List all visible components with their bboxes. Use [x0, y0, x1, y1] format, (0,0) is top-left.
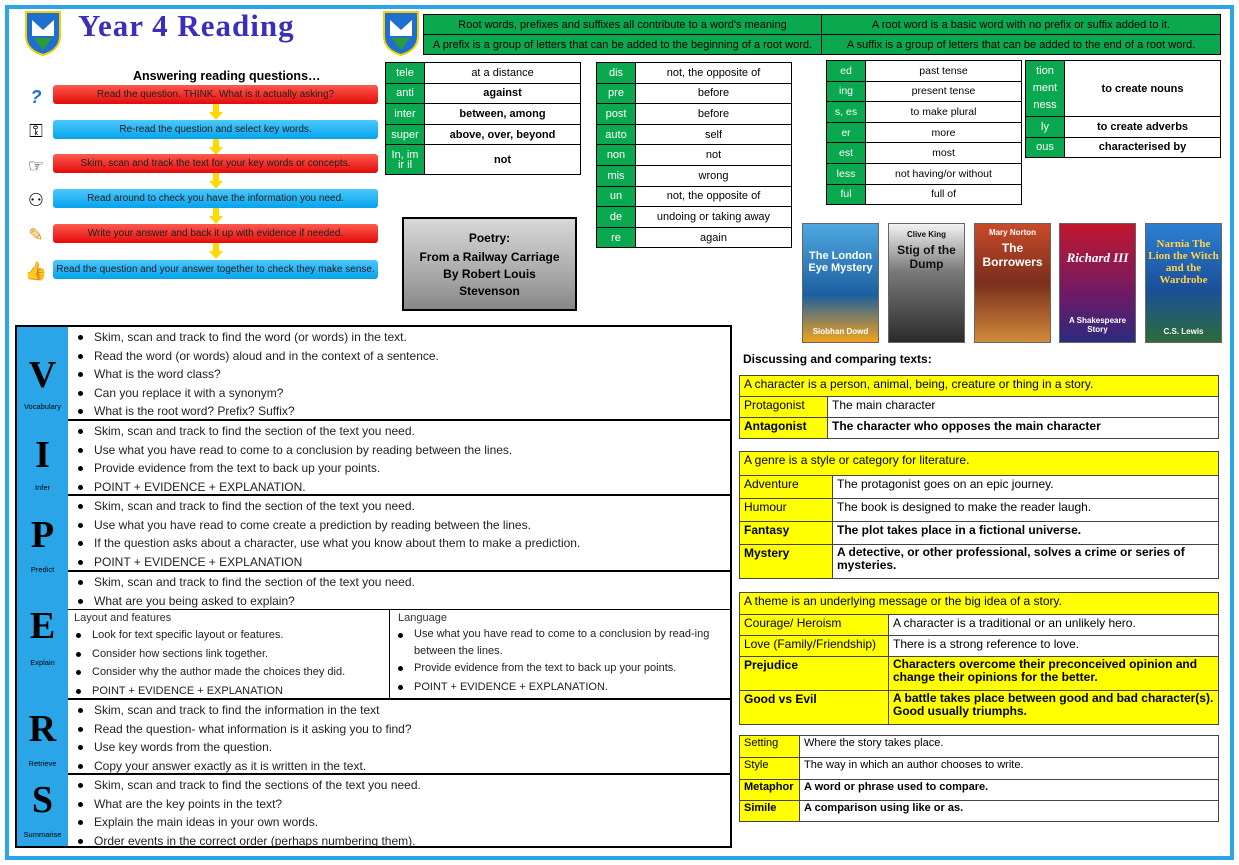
step-box: Write your answer and back it up with evidence if needed.	[53, 224, 378, 243]
vipers-section-vocabulary	[68, 327, 732, 421]
meaning-cell: The book is designed to make the reader laugh.	[833, 499, 1219, 522]
table-row	[386, 124, 581, 145]
vipers-word: Predict	[30, 565, 55, 574]
meaning-cell: not	[425, 145, 581, 175]
table-row	[827, 163, 1022, 184]
table-row	[740, 691, 1219, 725]
list-item: Consider why the author made the choices they did.	[74, 663, 389, 682]
term-cell: Metaphor	[740, 780, 800, 801]
table-row	[827, 122, 1022, 143]
layout-heading: Layout and features	[74, 612, 172, 624]
book-author: Clive King	[906, 230, 947, 239]
meaning-cell: Characters overcome their preconceived opinion and change their opinions for the better.	[889, 657, 1219, 691]
book-author: C.S. Lewis	[1163, 327, 1204, 336]
vipers-letter-v: V	[28, 354, 57, 396]
suffix-ness: ness	[1033, 99, 1057, 111]
meaning-cell: not, the opposite of	[636, 186, 792, 207]
term-cell: Protagonist	[740, 397, 828, 418]
list-item: Use what you have read to come to a conclusion by read-ing between the lines.	[396, 626, 716, 659]
step-box: Re-read the question and select key words.	[53, 120, 378, 139]
book-title: Stig of the Dump	[897, 243, 956, 271]
table-row	[827, 102, 1022, 123]
genre-table	[739, 451, 1219, 579]
meaning-cell: before	[636, 83, 792, 104]
table-row	[597, 186, 792, 207]
list-item: POINT + EVIDENCE + EXPLANATION	[76, 553, 732, 572]
list-item: Skim, scan and track to find the section of the text you need.	[76, 422, 732, 441]
question-mark-icon: ?	[30, 87, 42, 107]
list-item: Skim, scan and track to find the information in the text	[76, 701, 732, 720]
step-box: Read the question. THINK. What is it actually asking?	[53, 85, 378, 104]
table-row	[740, 418, 1219, 439]
meaning-cell: between, among	[425, 104, 581, 125]
table-row	[740, 736, 1219, 758]
prefix-cell: tele	[386, 63, 425, 84]
table-row	[740, 593, 1219, 615]
layout-features-box	[68, 609, 390, 698]
table-row	[597, 145, 792, 166]
list-item: POINT + EVIDENCE + EXPLANATION.	[396, 678, 732, 697]
vipers-letter-s: S	[31, 779, 54, 821]
meaning-cell: more	[866, 122, 1022, 143]
poetry-box	[402, 217, 577, 311]
suffix-cell: er	[827, 122, 866, 143]
step-box: Skim, scan and track the text for your key words or concepts.	[53, 154, 378, 173]
meaning-cell: Where the story takes place.	[800, 736, 1219, 758]
meaning-cell: again	[636, 227, 792, 248]
table-row	[597, 104, 792, 125]
term-cell: Simile	[740, 801, 800, 822]
suffix-table-1	[826, 60, 1022, 205]
table-row	[597, 124, 792, 145]
poetry-title: From a Railway Carriage By Robert Louis Stevenson	[419, 250, 560, 298]
vipers-section-predict	[68, 496, 732, 572]
vipers-section-explain	[68, 572, 732, 700]
table-row	[1026, 137, 1221, 158]
down-arrow-icon	[209, 243, 223, 259]
vipers-letter-bar	[17, 327, 68, 846]
table-row	[386, 83, 581, 104]
meaning-cell: There is a strong reference to love.	[889, 636, 1219, 657]
suffix-cell	[1026, 61, 1065, 117]
fact-cell: Root words, prefixes and suffixes all contribute to a word's meaning	[424, 15, 822, 35]
vipers-word: Summarise	[23, 830, 62, 839]
prefix-cell: In, im ir il	[386, 145, 425, 175]
meaning-cell: The plot takes place in a fictional universe.	[833, 522, 1219, 545]
book-author: Mary Norton	[988, 228, 1037, 237]
book-title: Richard III	[1066, 250, 1129, 265]
meaning-cell: above, over, beyond	[425, 124, 581, 145]
list-item: Use what you have read to come create a prediction by reading between the lines.	[76, 516, 732, 535]
term-cell: Humour	[740, 499, 833, 522]
list-item: Look for text specific layout or features.	[74, 626, 389, 645]
prefix-cell: un	[597, 186, 636, 207]
answering-heading: Answering reading questions…	[133, 69, 321, 83]
vipers-word: Vocabulary	[23, 402, 62, 411]
suffix-tion: tion	[1036, 65, 1054, 77]
prefix-cell: mis	[597, 165, 636, 186]
book-title: Narnia The Lion the Witch and the Wardrobe	[1148, 238, 1219, 286]
vipers-section-infer	[68, 421, 732, 496]
book-title: The London Eye Mystery	[808, 250, 873, 274]
hand-pointer-icon: ☞	[27, 156, 45, 176]
table-row	[597, 207, 792, 228]
list-item: What are the key points in the text?	[76, 795, 732, 814]
term-cell: Adventure	[740, 476, 833, 499]
prefix-cell: re	[597, 227, 636, 248]
list-item: Consider how sections link together.	[74, 645, 389, 664]
book-cover[interactable]	[1145, 223, 1222, 343]
list-item: What is the word class?	[76, 365, 732, 384]
term-cell: Courage/ Heroism	[740, 615, 889, 636]
suffix-cell: ful	[827, 184, 866, 205]
prefix-cell: super	[386, 124, 425, 145]
table-row	[386, 63, 581, 84]
meaning-cell: wrong	[636, 165, 792, 186]
list-item: Read the question- what information is it asking you to find?	[76, 720, 732, 739]
down-arrow-icon	[209, 173, 223, 189]
table-row	[740, 801, 1219, 822]
table-row	[597, 227, 792, 248]
step-box: Read the question and your answer together to check they make sense.	[53, 260, 378, 279]
meaning-cell: against	[425, 83, 581, 104]
discussing-heading: Discussing and comparing texts:	[743, 352, 932, 366]
language-heading: Language	[398, 612, 447, 624]
prefix-table-1	[385, 62, 581, 175]
list-item: POINT + EVIDENCE + EXPLANATION	[74, 682, 389, 701]
language-box	[390, 609, 732, 698]
term-cell: Style	[740, 758, 800, 780]
meaning-cell: to create nouns	[1065, 61, 1221, 117]
vipers-section-summarise	[68, 775, 732, 846]
meaning-cell: A battle takes place between good and bad character(s). Good usually triumphs.	[889, 691, 1219, 725]
thumbs-up-icon: 👍	[24, 261, 48, 281]
table-row	[740, 636, 1219, 657]
suffix-cell: ed	[827, 61, 866, 82]
table-row	[740, 452, 1219, 476]
fact-cell: A prefix is a group of letters that can be added to the beginning of a root word.	[424, 35, 822, 55]
key-icon: ⚿	[29, 121, 43, 141]
table-row	[740, 376, 1219, 397]
theme-table	[739, 592, 1219, 725]
eyes-icon: ⚇	[27, 190, 45, 210]
table-row	[827, 184, 1022, 205]
table-row	[597, 63, 792, 84]
book-cover[interactable]	[802, 223, 879, 343]
down-arrow-icon	[209, 208, 223, 224]
down-arrow-icon	[209, 104, 223, 120]
meaning-cell: A comparison using like or as.	[800, 801, 1219, 822]
character-table	[739, 375, 1219, 439]
term-cell: Love (Family/Friendship)	[740, 636, 889, 657]
meaning-cell: present tense	[866, 81, 1022, 102]
suffix-cell: ous	[1026, 137, 1065, 158]
book-cover[interactable]	[1059, 223, 1136, 343]
suffix-cell: ing	[827, 81, 866, 102]
list-item: What are you being asked to explain?	[76, 592, 732, 611]
book-cover[interactable]	[974, 223, 1051, 343]
meaning-cell: The character who opposes the main character	[828, 418, 1219, 439]
vipers-letter-p: P	[30, 514, 55, 556]
meaning-cell: not having/or without	[866, 163, 1022, 184]
list-item: Explain the main ideas in your own words.	[76, 813, 732, 832]
list-item: If the question asks about a character, use what you know about them to make a prediction.	[76, 534, 732, 553]
term-cell: Antagonist	[740, 418, 828, 439]
book-author: A Shakespeare Story	[1068, 316, 1127, 334]
term-cell: Fantasy	[740, 522, 833, 545]
prefix-cell: anti	[386, 83, 425, 104]
list-item: Provide evidence from the text to back up your points.	[76, 459, 732, 478]
definition-cell: A character is a person, animal, being, creature or thing in a story.	[740, 376, 1219, 397]
meaning-cell: A detective, or other professional, solves a crime or series of mysteries.	[833, 545, 1219, 579]
suffix-cell: s, es	[827, 102, 866, 123]
table-row	[740, 615, 1219, 636]
prefix-table-2	[596, 62, 792, 248]
book-cover[interactable]	[888, 223, 965, 343]
list-item: Use key words from the question.	[76, 738, 732, 757]
vipers-letter-r: R	[28, 708, 57, 750]
vipers-word: Retrieve	[28, 759, 57, 768]
vipers-letter-e: E	[29, 605, 56, 647]
table-row	[740, 657, 1219, 691]
fact-cell: A suffix is a group of letters that can be added to the end of a root word.	[822, 35, 1221, 55]
word-facts-table	[423, 14, 1221, 55]
book-author: Siobhan Dowd	[812, 327, 869, 336]
term-cell: Prejudice	[740, 657, 889, 691]
table-row	[827, 81, 1022, 102]
table-row	[597, 83, 792, 104]
list-item: Skim, scan and track to find the section of the text you need.	[76, 573, 732, 592]
prefix-cell: non	[597, 145, 636, 166]
poetry-label: Poetry:	[468, 231, 511, 245]
suffix-cell: ly	[1026, 117, 1065, 138]
table-row	[740, 758, 1219, 780]
vipers-word: Infer	[34, 483, 50, 492]
table-row	[386, 104, 581, 125]
meaning-cell: undoing or taking away	[636, 207, 792, 228]
prefix-cell: inter	[386, 104, 425, 125]
table-row	[1026, 61, 1221, 117]
list-item: Can you replace it with a synonym?	[76, 384, 732, 403]
fact-cell: A root word is a basic word with no prefix or suffix added to it.	[822, 15, 1221, 35]
list-item: Copy your answer exactly as it is written in the text.	[76, 757, 732, 776]
table-row	[740, 397, 1219, 418]
vipers-word: Explain	[30, 658, 55, 667]
term-cell: Mystery	[740, 545, 833, 579]
table-row	[740, 499, 1219, 522]
list-item: What is the root word? Prefix? Suffix?	[76, 402, 732, 421]
book-title: The Borrowers	[982, 241, 1043, 269]
school-crest-icon	[24, 10, 62, 56]
list-item: Use what you have read to come to a conclusion by reading between the lines.	[76, 441, 732, 460]
table-row	[1026, 117, 1221, 138]
meaning-cell: The protagonist goes on an epic journey.	[833, 476, 1219, 499]
school-crest-icon	[382, 10, 420, 56]
pencil-icon: ✎	[28, 225, 44, 245]
meaning-cell: to make plural	[866, 102, 1022, 123]
term-cell: Good vs Evil	[740, 691, 889, 725]
prefix-cell: dis	[597, 63, 636, 84]
meaning-cell: at a distance	[425, 63, 581, 84]
table-row	[740, 780, 1219, 801]
meaning-cell: not	[636, 145, 792, 166]
vipers-section-retrieve	[68, 700, 732, 775]
meaning-cell: self	[636, 124, 792, 145]
meaning-cell: The main character	[828, 397, 1219, 418]
list-item: Provide evidence from the text to back up your points.	[396, 659, 732, 678]
definition-cell: A genre is a style or category for literature.	[740, 452, 1219, 476]
meaning-cell: The way in which an author chooses to write.	[800, 758, 1219, 780]
table-row	[597, 165, 792, 186]
prefix-cell: de	[597, 207, 636, 228]
meaning-cell: full of	[866, 184, 1022, 205]
meaning-cell: to create adverbs	[1065, 117, 1221, 138]
meaning-cell: before	[636, 104, 792, 125]
table-row	[740, 545, 1219, 579]
list-item: Skim, scan and track to find the word (or words) in the text.	[76, 328, 732, 347]
vipers-letter-i: I	[35, 434, 50, 476]
meaning-cell: past tense	[866, 61, 1022, 82]
prefix-cell: post	[597, 104, 636, 125]
list-item: Order events in the correct order (perhaps numbering them).	[76, 832, 732, 851]
vipers-panel	[15, 325, 732, 848]
suffix-cell: est	[827, 143, 866, 164]
step-box: Read around to check you have the information you need.	[53, 189, 378, 208]
list-item: POINT + EVIDENCE + EXPLANATION.	[76, 478, 732, 497]
meaning-cell: not, the opposite of	[636, 63, 792, 84]
definition-cell: A theme is an underlying message or the big idea of a story.	[740, 593, 1219, 615]
list-item: Skim, scan and track to find the section of the text you need.	[76, 497, 732, 516]
terms-table	[739, 735, 1219, 822]
list-item: Read the word (or words) aloud and in the context of a sentence.	[76, 347, 732, 366]
page-title: Year 4 Reading	[78, 8, 295, 43]
list-item: Skim, scan and track to find the sections of the text you need.	[76, 776, 732, 795]
down-arrow-icon	[209, 139, 223, 155]
prefix-cell: auto	[597, 124, 636, 145]
table-row	[740, 522, 1219, 545]
table-row	[827, 143, 1022, 164]
table-row	[740, 476, 1219, 499]
suffix-table-2	[1025, 60, 1221, 158]
suffix-ment: ment	[1032, 82, 1058, 94]
meaning-cell: characterised by	[1065, 137, 1221, 158]
meaning-cell: most	[866, 143, 1022, 164]
table-row	[827, 61, 1022, 82]
table-row	[386, 145, 581, 175]
suffix-cell: less	[827, 163, 866, 184]
meaning-cell: A word or phrase used to compare.	[800, 780, 1219, 801]
prefix-cell: pre	[597, 83, 636, 104]
meaning-cell: A character is a traditional or an unlikely hero.	[889, 615, 1219, 636]
term-cell: Setting	[740, 736, 800, 758]
